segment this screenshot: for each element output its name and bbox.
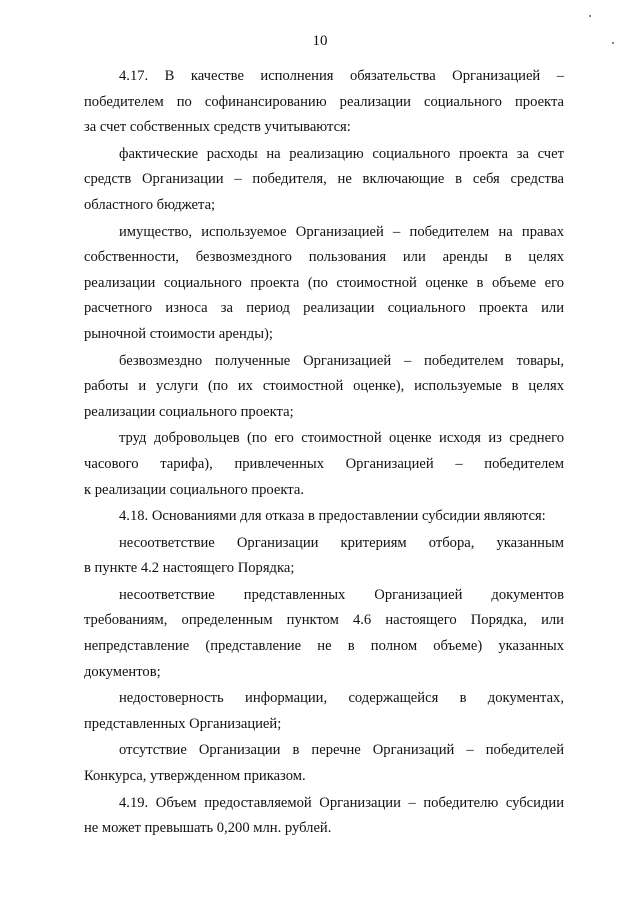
paragraph-free-goods: [84, 349, 564, 426]
paragraph-actual-expenses: [84, 142, 564, 219]
page-number: 10: [312, 33, 328, 49]
text-line: 4.17. В качестве исполнения обязательства Организацией –: [119, 68, 564, 84]
text-line: за счет собственных средств учитываются:: [84, 119, 351, 136]
text-line: Конкурса, утвержденном приказом.: [84, 768, 306, 785]
scan-speck: [612, 42, 614, 44]
text-line: работы и услуги (по их стоимостной оценке), используемые в целях: [84, 378, 564, 395]
paragraph-documents-mismatch: [84, 583, 564, 685]
text-line: расчетного износа за период реализации социального проекта или: [84, 300, 564, 317]
text-line: представленных Организацией;: [84, 715, 282, 732]
text-line: несоответствие представленных Организацией документов: [119, 586, 564, 603]
text-line: труд добровольцев (по его стоимостной оценке исходя из среднего: [119, 430, 564, 447]
text-line: требованиям, определенным пунктом 4.6 настоящего Порядка, или: [84, 612, 564, 629]
text-line: рыночной стоимости аренды);: [84, 325, 273, 342]
paragraph-volunteer-labor: [84, 426, 564, 503]
text-line: собственности, безвозмездного пользования или аренды в целях: [84, 249, 564, 266]
paragraph-criteria-mismatch: [84, 531, 564, 582]
text-line: 4.18. Основаниями для отказа в предоставлении субсидии являются:: [119, 508, 546, 525]
text-line: отсутствие Организации в перечне Организаций – победителей: [119, 742, 564, 759]
text-line: реализации социального проекта (по стоимостной оценке в объеме его: [84, 274, 564, 291]
text-line: часового тарифа), привлеченных Организацией – победителем: [84, 455, 564, 472]
text-line: документов;: [84, 663, 161, 680]
paragraph-not-in-list: [84, 738, 564, 789]
document-body: [84, 64, 564, 842]
text-line: фактические расходы на реализацию социального проекта за счет: [119, 145, 564, 162]
text-line: областного бюджета;: [84, 196, 216, 213]
text-line: 4.19. Объем предоставляемой Организации – победителю субсидии: [119, 794, 564, 811]
text-line: не может превышать 0,200 млн. рублей.: [84, 820, 332, 837]
paragraph-4-17-intro: [84, 64, 564, 141]
scan-speck: [589, 15, 591, 17]
paragraph-property: [84, 220, 564, 348]
text-line: в пункте 4.2 настоящего Порядка;: [84, 560, 295, 577]
text-line: реализации социального проекта;: [84, 403, 294, 420]
text-line: средств Организации – победителя, не включающие в себя средства: [84, 171, 564, 188]
paragraph-4-18-intro: [84, 504, 564, 530]
text-line: победителем по софинансированию реализации социального проекта: [84, 93, 564, 110]
paragraph-4-19: [84, 791, 564, 842]
text-line: непредставление (представление не в полном объеме) указанных: [84, 638, 564, 655]
text-line: несоответствие Организации критериям отбора, указанным: [119, 534, 564, 551]
text-line: к реализации социального проекта.: [84, 481, 304, 498]
paragraph-unreliable-info: [84, 686, 564, 737]
text-line: недостоверность информации, содержащейся в документах,: [119, 690, 564, 707]
text-line: имущество, используемое Организацией – победителем на правах: [119, 223, 564, 240]
text-line: безвозмездно полученные Организацией – победителем товары,: [119, 352, 564, 369]
